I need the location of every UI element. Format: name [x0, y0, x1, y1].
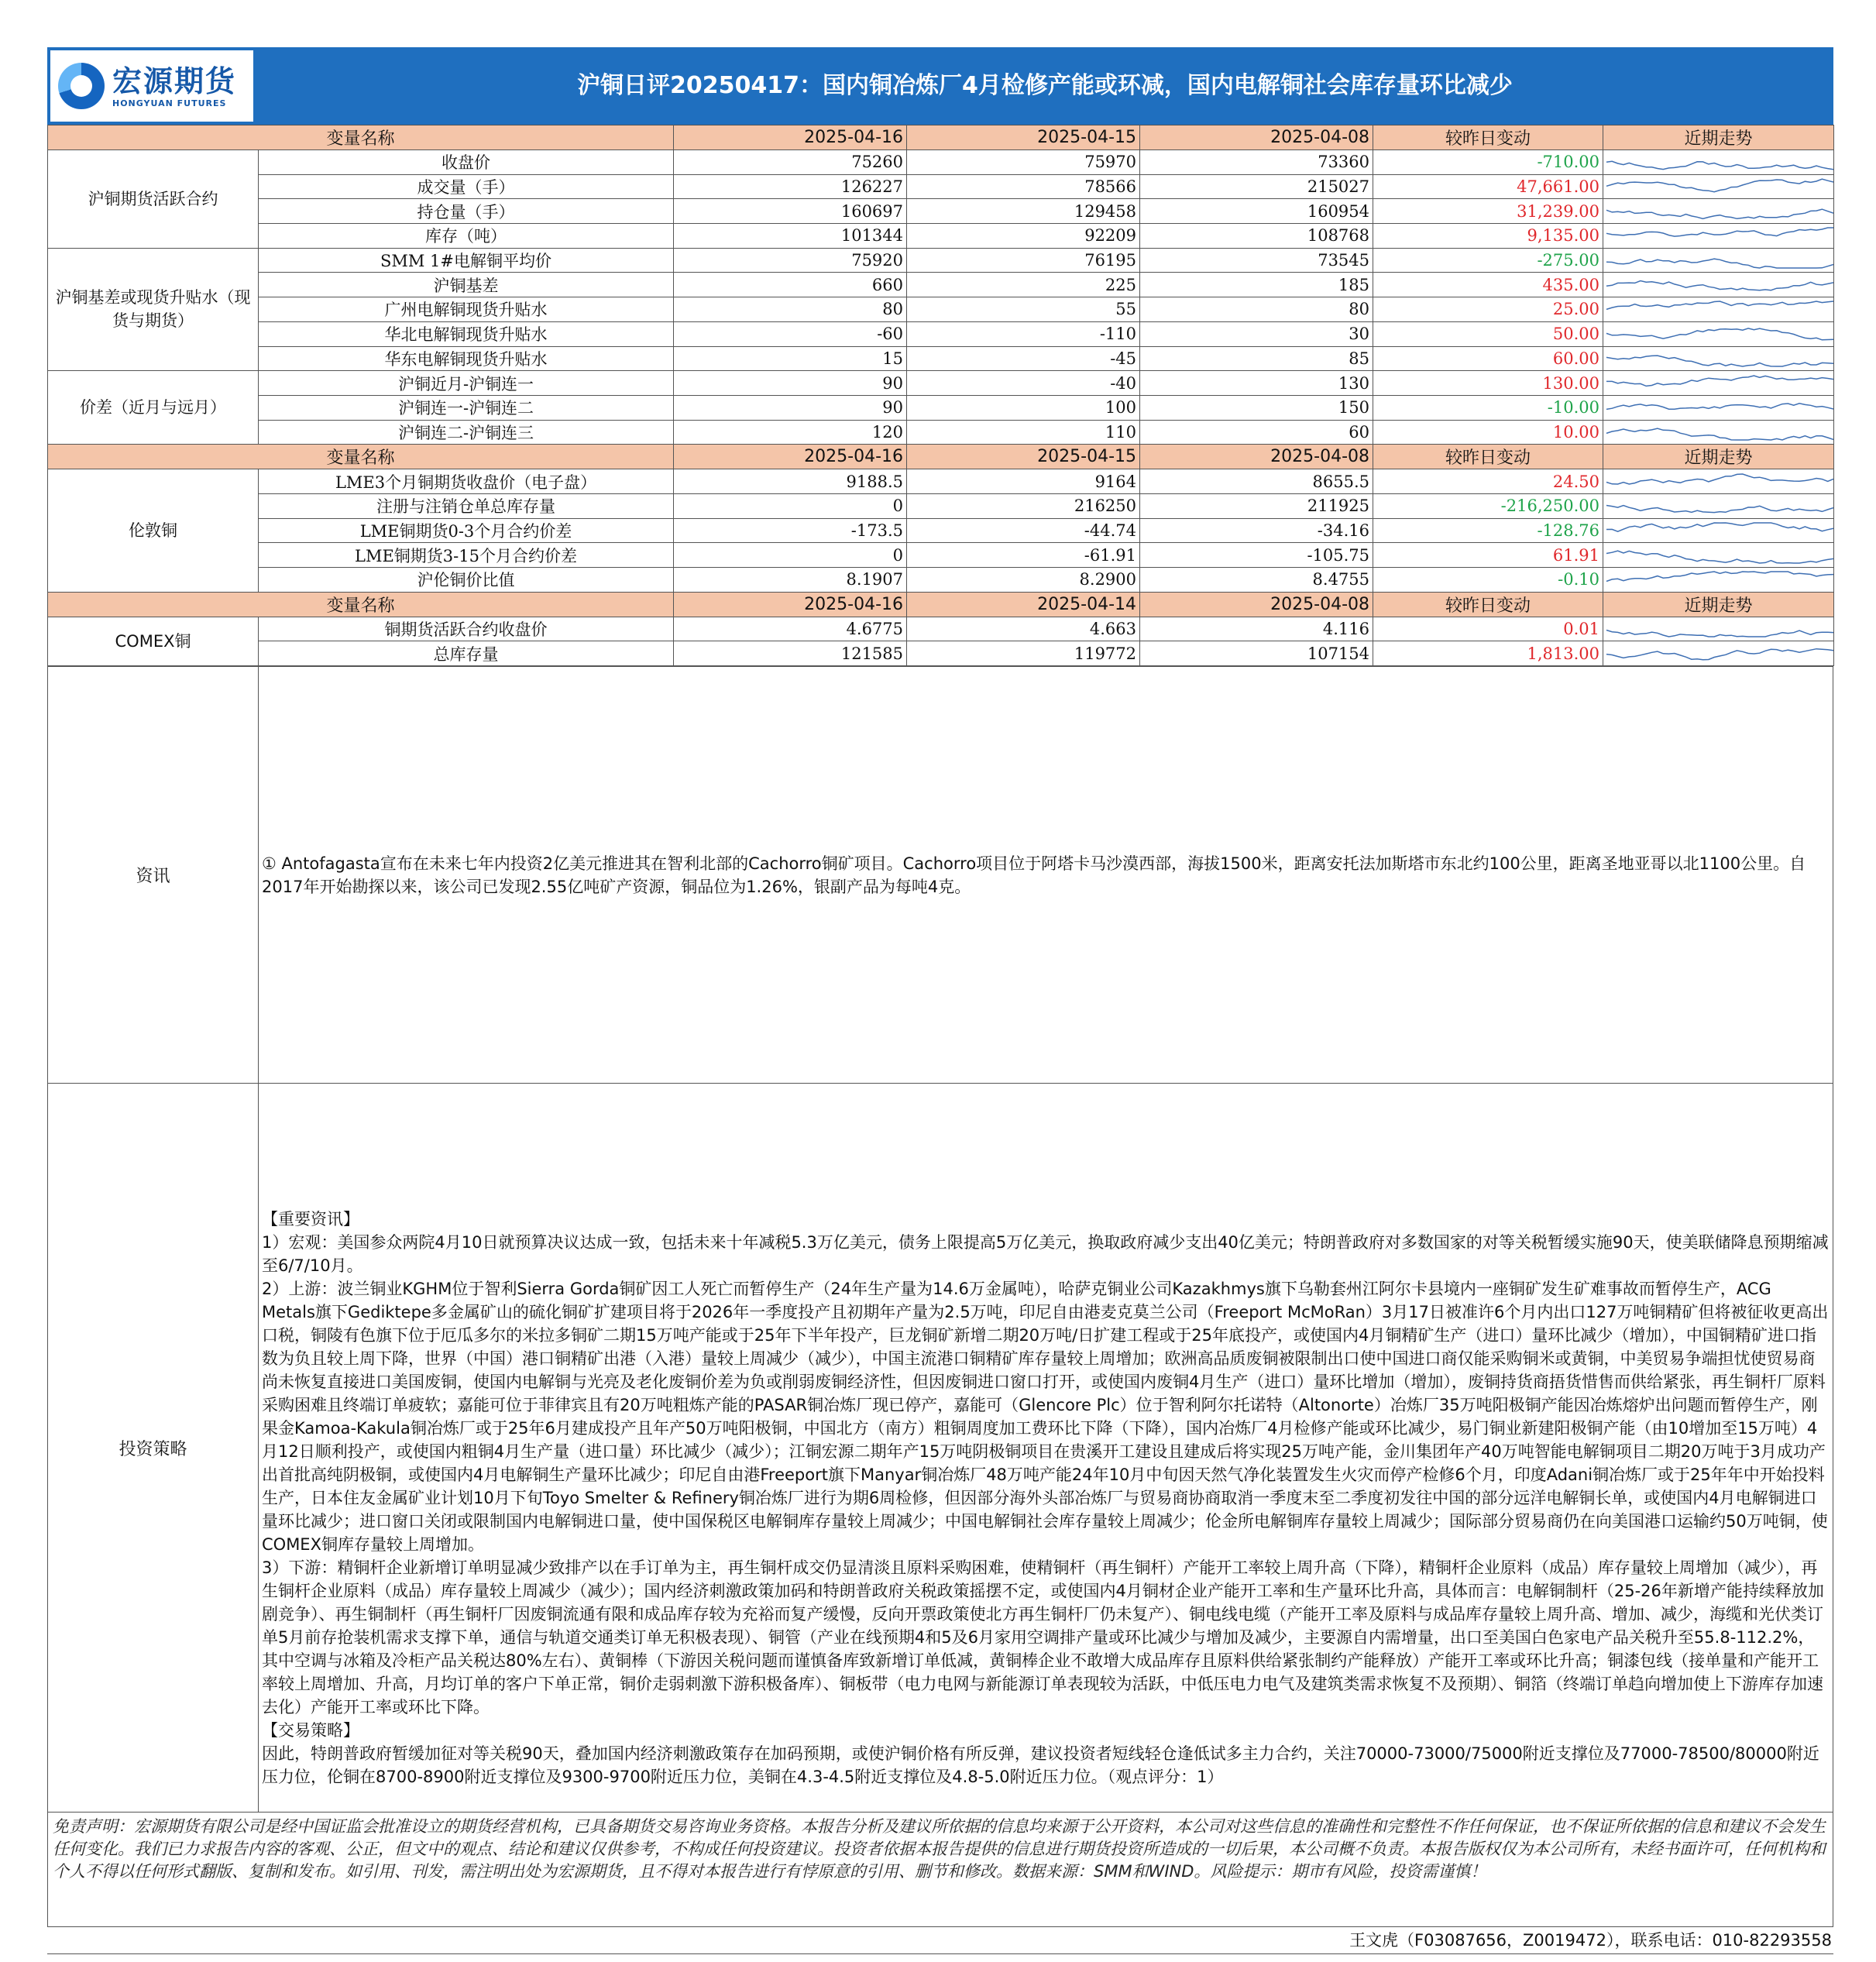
trend-line [1606, 356, 1833, 366]
change-value: 435.00 [1373, 273, 1603, 297]
group-name: 伦敦铜 [48, 469, 259, 592]
trend-line [1606, 280, 1833, 290]
indicator-value: 9188.5 [674, 469, 907, 494]
section-header-row [48, 592, 1834, 617]
indicator-name: 收盘价 [259, 150, 674, 175]
trend-line [1606, 328, 1833, 340]
indicator-name: 华北电解铜现货升贴水 [259, 321, 674, 346]
indicator-value: 75260 [674, 150, 907, 175]
trend-cell [1603, 174, 1834, 199]
author-contact: 王文虎（F03087656，Z0019472），联系电话：010-82293558 [47, 1927, 1833, 1954]
trend-cell [1603, 199, 1834, 224]
indicator-value: 108768 [1140, 224, 1373, 249]
section-header-row [48, 125, 1834, 150]
change-value: 24.50 [1373, 469, 1603, 494]
trend-sparkline-icon [1603, 642, 1833, 665]
table-row [48, 371, 1834, 396]
change-value: 0.01 [1373, 617, 1603, 641]
group-name: 沪铜期货活跃合约 [48, 150, 259, 249]
indicator-value: 130 [1140, 371, 1373, 396]
trend-line [1606, 404, 1833, 410]
indicator-value: 15 [674, 346, 907, 371]
table-row [48, 199, 1834, 224]
indicator-name: 总库存量 [259, 641, 674, 666]
logo-name-cn: 宏源期货 [112, 64, 237, 98]
indicator-value: 30 [1140, 321, 1373, 346]
header-date: 2025-04-08 [1140, 445, 1373, 469]
trend-sparkline-icon [1603, 519, 1833, 542]
trend-sparkline-icon [1603, 150, 1833, 174]
trend-line [1606, 474, 1833, 484]
logo-mark-icon [58, 63, 105, 109]
table-row [48, 420, 1834, 445]
indicator-name: LME铜期货0-3个月合约价差 [259, 518, 674, 543]
change-value: 9,135.00 [1373, 224, 1603, 249]
change-value: 25.00 [1373, 297, 1603, 322]
group-name: 沪铜基差或现货升贴水（现货与期货） [48, 248, 259, 370]
indicator-name: LME3个月铜期货收盘价（电子盘） [259, 469, 674, 494]
trend-cell [1603, 469, 1834, 494]
indicator-value: 8655.5 [1140, 469, 1373, 494]
trend-cell [1603, 321, 1834, 346]
header-date: 2025-04-15 [907, 445, 1140, 469]
group-name: COMEX铜 [48, 617, 259, 665]
strategy-paragraph: 【重要资讯】 [262, 1210, 359, 1229]
header-date: 2025-04-15 [907, 125, 1140, 150]
trend-sparkline-icon [1603, 249, 1833, 272]
text-table [47, 666, 1833, 1813]
indicator-value: -40 [907, 371, 1140, 396]
indicator-value: 100 [907, 395, 1140, 420]
trend-cell [1603, 150, 1834, 175]
trend-sparkline-icon [1603, 322, 1833, 345]
indicator-name: 沪铜连二-沪铜连三 [259, 420, 674, 445]
change-value: -10.00 [1373, 395, 1603, 420]
trend-cell [1603, 568, 1834, 593]
indicator-value: 660 [674, 273, 907, 297]
indicator-name: 沪铜近月-沪铜连一 [259, 371, 674, 396]
trend-line [1606, 648, 1833, 659]
indicator-value: 4.116 [1140, 617, 1373, 641]
change-value: -275.00 [1373, 248, 1603, 273]
trend-cell [1603, 224, 1834, 249]
indicator-value: 215027 [1140, 174, 1373, 199]
strategy-paragraph: 【交易策略】 [262, 1721, 359, 1740]
indicator-value: 160954 [1140, 199, 1373, 224]
news-label: 资讯 [48, 667, 259, 1084]
trend-sparkline-icon [1603, 544, 1833, 567]
table-row [48, 321, 1834, 346]
indicator-value: -34.16 [1140, 518, 1373, 543]
indicator-name: 沪伦铜价比值 [259, 568, 674, 593]
table-row [48, 273, 1834, 297]
change-value: 47,661.00 [1373, 174, 1603, 199]
trend-sparkline-icon [1603, 494, 1833, 517]
indicator-value: 211925 [1140, 493, 1373, 518]
trend-sparkline-icon [1603, 421, 1833, 444]
trend-line [1606, 162, 1833, 170]
indicator-value: 0 [674, 493, 907, 518]
trend-line [1606, 259, 1833, 268]
header-change: 较昨日变动 [1373, 445, 1603, 469]
indicator-value: 119772 [907, 641, 1140, 666]
company-logo [50, 50, 253, 122]
strategy-paragraph: 3）下游：精铜杆企业新增订单明显减少致排产以在手订单为主，再生铜杆成交仍显清淡且原料采购困难，使精铜杆（再生铜杆）产能开工率较上周升高（下降），精铜杆企业原料（成品）库存量较上周增加（减少），再生铜杆企业原料（成品）库存量较上周减少（减少）；国内经济刺激政策加码和特朗普政府关税政策摇摆不定，或使国内4月铜材企业产能开工率和生产量环比升高，具体而言：电解铜制杆（25-26年新增产能持续释放加剧竞争）、再生铜制杆（再生铜杆厂因废铜流通有限和成品库存较为充裕而复产缓慢，反向开票政策使北方再生铜杆厂仍未复产）、铜电线电缆（产能开工率及原料与成品库存量较上周升高、增加、减少，海缆和光伏类订单5月前存抢装机需求支撑下单，通信与轨道交通类订单无积极表现）、铜管（产业在线预期4和5及6月家用空调排产量或环比减少与增加及减少，主要源自内需增量，出口至美国白色家电产品关税升至55.8-112.2%，其中空调与冰箱及冷柜产品关税达80%左右）、黄铜棒（下游因关税问题而谨慎备库致新增订单低减，黄铜棒企业不敢增大成品库存且原料供给紧张制约产能释放）产能开工率或环比升高；铜漆包线（接单量和产能开工率较上周增加、升高，月均订单的客户下单正常，铜价走弱刺激下游积极备库）、铜板带（电力电网与新能源订单表现较为活跃，中低压电力电气及建筑类需求恢复不及预期）、铜箔（终端订单趋向增加使上下游库存加速去化）产能开工率或环比下降。 [262, 1558, 1824, 1717]
trend-cell [1603, 493, 1834, 518]
trend-sparkline-icon [1603, 224, 1833, 247]
indicator-name: 沪铜基差 [259, 273, 674, 297]
indicator-value: 150 [1140, 395, 1373, 420]
indicator-value: 225 [907, 273, 1140, 297]
table-row [48, 543, 1834, 568]
indicator-value: 75970 [907, 150, 1140, 175]
trend-line [1606, 301, 1833, 309]
indicator-value: 160697 [674, 199, 907, 224]
indicator-value: -44.74 [907, 518, 1140, 543]
trend-cell [1603, 518, 1834, 543]
strategy-paragraph: 1）宏观：美国参众两院4月10日就预算决议达成一致，包括未来十年减税5.3万亿美元，债务上限提高5万亿美元，换取政府减少支出40亿美元；特朗普政府对多数国家的对等关税暂缓实施90天，使美联储降息预期缩减至6/7/10月。 [262, 1233, 1829, 1276]
indicator-value: 8.2900 [907, 568, 1140, 593]
trend-line [1606, 376, 1833, 386]
trend-line [1606, 506, 1833, 513]
indicator-value: 92209 [907, 224, 1140, 249]
change-value: 61.91 [1373, 543, 1603, 568]
table-row [48, 150, 1834, 175]
indicator-value: 9164 [907, 469, 1140, 494]
trend-sparkline-icon [1603, 617, 1833, 641]
header-trend: 近期走势 [1603, 445, 1834, 469]
header-change: 较昨日变动 [1373, 125, 1603, 150]
trend-sparkline-icon [1603, 470, 1833, 493]
header-date: 2025-04-16 [674, 445, 907, 469]
table-row [48, 224, 1834, 249]
header-date: 2025-04-16 [674, 125, 907, 150]
trend-line [1606, 523, 1833, 531]
indicator-value: 185 [1140, 273, 1373, 297]
trend-sparkline-icon [1603, 396, 1833, 419]
indicator-name: SMM 1#电解铜平均价 [259, 248, 674, 273]
indicator-value: -110 [907, 321, 1140, 346]
indicator-value: 80 [674, 297, 907, 322]
change-value: 31,239.00 [1373, 199, 1603, 224]
indicator-name: 广州电解铜现货升贴水 [259, 297, 674, 322]
trend-sparkline-icon [1603, 568, 1833, 591]
indicator-value: 90 [674, 371, 907, 396]
header-date: 2025-04-08 [1140, 125, 1373, 150]
change-value: 10.00 [1373, 420, 1603, 445]
trend-sparkline-icon [1603, 175, 1833, 198]
trend-line [1606, 551, 1833, 563]
strategy-paragraph: 因此，特朗普政府暂缓加征对等关税90天，叠加国内经济刺激政策存在加码预期，或使沪铜价格有所反弹，建议投资者短线轻仓逢低试多主力合约，关注70000-73000/75000附近支撑位及77000-78500/80000附近压力位，伦铜在8700-8900附近支撑位及9300-9700附近压力位，美铜在4.3-4.5附近支撑位及4.8-5.0附近压力位。（观点评分：1） [262, 1744, 1819, 1787]
trend-sparkline-icon [1603, 372, 1833, 395]
indicator-value: 8.4755 [1140, 568, 1373, 593]
header-variable-name: 变量名称 [48, 445, 674, 469]
indicator-value: -61.91 [907, 543, 1140, 568]
trend-cell [1603, 297, 1834, 322]
indicator-value: 55 [907, 297, 1140, 322]
indicator-value: 73360 [1140, 150, 1373, 175]
change-value: 130.00 [1373, 371, 1603, 396]
trend-sparkline-icon [1603, 347, 1833, 370]
header-trend: 近期走势 [1603, 125, 1834, 150]
change-value: -710.00 [1373, 150, 1603, 175]
section-header-row [48, 445, 1834, 469]
trend-cell [1603, 346, 1834, 371]
indicator-value: 4.663 [907, 617, 1140, 641]
indicator-value: 110 [907, 420, 1140, 445]
table-row [48, 518, 1834, 543]
trend-line [1606, 209, 1833, 218]
indicator-value: 73545 [1140, 248, 1373, 273]
trend-cell [1603, 420, 1834, 445]
strategy-row [48, 1084, 1833, 1813]
strategy-paragraph: 2）上游：波兰铜业KGHM位于智利Sierra Gorda铜矿因工人死亡而暂停生产（24年生产量为14.6万金属吨），哈萨克铜业公司Kazakhmys旗下乌勒套州江阿尔卡县境内一座铜矿发生矿难事故而暂停生产，ACG Metals旗下Gediktepe多金属矿山的硫化铜矿扩建项目将于2026年一季度投产且初期年产量为2.5万吨，印尼自由港麦克莫兰公司（Freeport McMoRan）3月17日被准许6个月内出口127万吨铜精矿但将被征收更高出口税，铜陵有色旗下位于厄瓜多尔的米拉多铜矿二期15万吨产能或于25年下半年投产，巨龙铜矿新增二期20万吨/日扩建工程或于25年底投产，或使国内4月铜精矿生产（进口）量环比减少（增加），中国铜精矿进口指数为负且较上周下降，世界（中国）港口铜精矿出港（入港）量较上周减少（减少），中国主流港口铜精矿库存量较上周增加；欧洲高品质废铜被限制出口使中国进口商仅能采购铜米或黄铜，中美贸易争端担忧使贸易商尚未恢复直接进口美国废铜，使国内电解铜与光亮及老化废铜价差为负或削弱废铜经济性，但因废铜进口窗口打开，或使国内废铜4月生产（进口）量环比增加（增加），废铜持货商捂货惜售而供给紧张，再生铜杆厂原料采购困难且终端订单疲软；嘉能可位于菲律宾且有20万吨粗炼产能的PASAR铜冶炼厂现已停产，嘉能可（Glencore Plc）位于智利阿尔托诺特（Altonorte）冶炼厂35万吨阳极铜产能因冶炼熔炉出问题而暂停生产，刚果金Kamoa-Kakula铜冶炼厂或于25年6月建成投产且年产50万吨阳极铜，中国北方（南方）粗铜周度加工费环比下降（下降），国内冶炼厂4月检修产能或环比减少，易门铜业新建阳极铜产能（由10增加至15万吨）4月12日顺利投产，或使国内粗铜4月生产量（进口量）环比减少（减少）；江铜宏源二期年产15万吨阴极铜项目在贵溪开工建设且建成后将实现25万吨产能，金川集团年产40万吨智能电解铜项目二期20万吨于3月成功产出首批高纯阴极铜，或使国内4月电解铜生产量环比减少；印尼自由港Freeport旗下Manyar铜冶炼厂48万吨产能24年10月中旬因天然气净化装置发生火灾而停产检修6个月，印度Adani铜冶炼厂或于25年年中开始投料生产，日本住友金属矿业计划10月下旬Toyo Smelter & Refinery铜冶炼厂进行为期6周检修，但因部分海外头部冶炼厂与贸易商协商取消一季度末至二季度初发往中国的部分远洋电解铜长单，或使国内4月电解铜进口量环比减少；进口窗口关闭或限制国内电解铜进口量，使中国保税区电解铜库存量较上周减少；中国电解铜社会库存量较上周减少；伦金所电解铜库存量较上周减少；国际部分贸易商仍在向美国港口运输约50万吨铜，使COMEX铜库存量较上周增加。 [262, 1280, 1829, 1555]
indicator-value: 120 [674, 420, 907, 445]
indicator-value: 0 [674, 543, 907, 568]
data-table [47, 125, 1834, 666]
indicator-value: 216250 [907, 493, 1140, 518]
strategy-label: 投资策略 [48, 1084, 259, 1813]
header-variable-name: 变量名称 [48, 125, 674, 150]
indicator-name: 成交量（手） [259, 174, 674, 199]
change-value: 60.00 [1373, 346, 1603, 371]
indicator-value: -173.5 [674, 518, 907, 543]
change-value: -0.10 [1373, 568, 1603, 593]
indicator-name: 沪铜连一-沪铜连二 [259, 395, 674, 420]
trend-line [1606, 572, 1833, 582]
indicator-name: 持仓量（手） [259, 199, 674, 224]
table-row [48, 174, 1834, 199]
indicator-name: LME铜期货3-15个月合约价差 [259, 543, 674, 568]
change-value: -128.76 [1373, 518, 1603, 543]
trend-sparkline-icon [1603, 273, 1833, 297]
table-row [48, 493, 1834, 518]
indicator-value: 85 [1140, 346, 1373, 371]
indicator-value: 80 [1140, 297, 1373, 322]
indicator-value: 107154 [1140, 641, 1373, 666]
trend-line [1606, 228, 1833, 236]
strategy-text [259, 1084, 1833, 1813]
indicator-value: 76195 [907, 248, 1140, 273]
table-row [48, 617, 1834, 641]
indicator-name: 注册与注销仓单总库存量 [259, 493, 674, 518]
indicator-value: 126227 [674, 174, 907, 199]
group-name: 价差（近月与远月） [48, 371, 259, 445]
report-frame [47, 47, 1833, 1954]
trend-cell [1603, 395, 1834, 420]
indicator-name: 铜期货活跃合约收盘价 [259, 617, 674, 641]
indicator-value: 90 [674, 395, 907, 420]
trend-cell [1603, 273, 1834, 297]
indicator-value: 60 [1140, 420, 1373, 445]
indicator-value: 121585 [674, 641, 907, 666]
indicator-value: 4.6775 [674, 617, 907, 641]
trend-cell [1603, 248, 1834, 273]
indicator-value: 78566 [907, 174, 1140, 199]
header-date: 2025-04-14 [907, 592, 1140, 617]
news-text: ① Antofagasta宣布在未来七年内投资2亿美元推进其在智利北部的Cachorro铜矿项目。Cachorro项目位于阿塔卡马沙漠西部，海拔1500米，距离安托法加斯塔市东北约100公里，距离圣地亚哥以北1100公里。自2017年开始勘探以来，该公司已发现2.55亿吨矿产资源，铜品位为1.26%，银副产品为每吨4克。 [259, 667, 1833, 1084]
trend-cell [1603, 371, 1834, 396]
indicator-value: 75920 [674, 248, 907, 273]
table-row [48, 469, 1834, 494]
change-value: 50.00 [1373, 321, 1603, 346]
trend-line [1606, 631, 1833, 637]
indicator-value: -105.75 [1140, 543, 1373, 568]
trend-sparkline-icon [1603, 200, 1833, 223]
report-title: 沪铜日评20250417：国内铜冶炼厂4月检修产能或环减，国内电解铜社会库存量环比减少 [577, 72, 1513, 99]
trend-cell [1603, 617, 1834, 641]
header-change: 较昨日变动 [1373, 592, 1603, 617]
logo-name-en: HONGYUAN FUTURES [112, 98, 227, 108]
table-row [48, 641, 1834, 666]
trend-line [1606, 428, 1833, 440]
change-value: 1,813.00 [1373, 641, 1603, 666]
change-value: -216,250.00 [1373, 493, 1603, 518]
indicator-value: 8.1907 [674, 568, 907, 593]
indicator-name: 库存（吨） [259, 224, 674, 249]
indicator-value: -45 [907, 346, 1140, 371]
indicator-value: 101344 [674, 224, 907, 249]
table-row [48, 297, 1834, 322]
trend-sparkline-icon [1603, 297, 1833, 321]
news-row [48, 667, 1833, 1084]
report-header [47, 47, 1833, 125]
header-date: 2025-04-16 [674, 592, 907, 617]
header-date: 2025-04-08 [1140, 592, 1373, 617]
indicator-name: 华东电解铜现货升贴水 [259, 346, 674, 371]
header-variable-name: 变量名称 [48, 592, 674, 617]
trend-cell [1603, 641, 1834, 666]
trend-cell [1603, 543, 1834, 568]
indicator-value: -60 [674, 321, 907, 346]
table-row [48, 346, 1834, 371]
header-trend: 近期走势 [1603, 592, 1834, 617]
table-row [48, 395, 1834, 420]
trend-line [1606, 179, 1833, 192]
table-row [48, 568, 1834, 593]
disclaimer: 免责声明：宏源期货有限公司是经中国证监会批准设立的期货经营机构，已具备期货交易咨询业务资格。本报告分析及建议所依据的信息均来源于公开资料，本公司对这些信息的准确性和完整性不作任何保证，也不保证所依据的信息和建议不会发生任何变化。我们已力求报告内容的客观、公正，但文中的观点、结论和建议仅供参考，不构成任何投资建议。投资者依据本报告提供的信息进行期货投资所造成的一切后果，本公司概不负责。本报告版权仅为本公司所有，未经书面许可，任何机构和个人不得以任何形式翻版、复制和发布。如引用、刊发，需注明出处为宏源期货，且不得对本报告进行有悖原意的引用、删节和修改。数据来源：SMM和WIND。风险提示：期市有风险，投资需谨慎！ [47, 1813, 1833, 1927]
indicator-value: 129458 [907, 199, 1140, 224]
table-row [48, 248, 1834, 273]
